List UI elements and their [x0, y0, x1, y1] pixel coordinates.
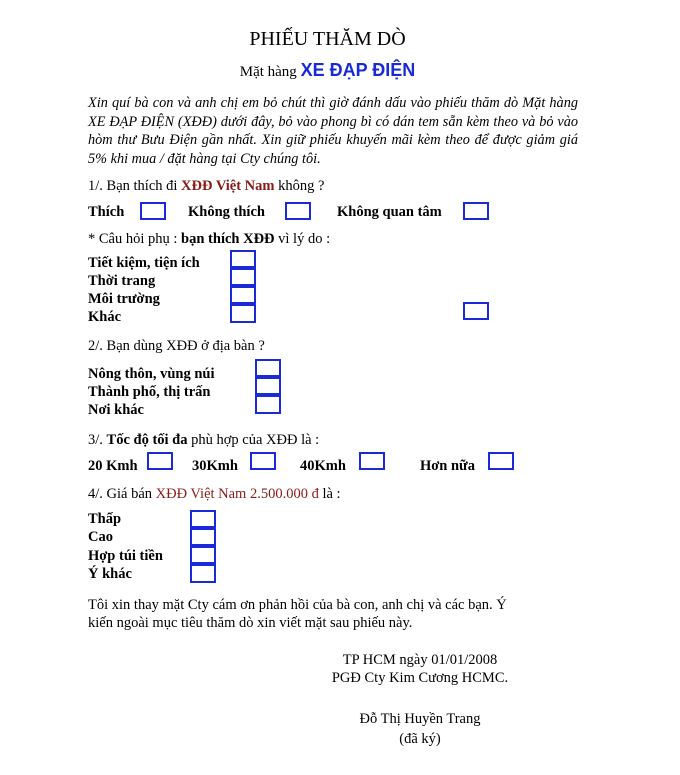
q1-option-label: Thích	[88, 204, 125, 220]
q2-checkbox-nong-thon[interactable]	[255, 359, 281, 377]
q4-highlight: XĐĐ Việt Nam 2.500.000 đ	[155, 486, 319, 502]
q3-checkbox-40[interactable]	[359, 452, 385, 470]
q2-checkbox-thanh-pho[interactable]	[255, 377, 281, 395]
q3-option-label: 30Kmh	[192, 458, 238, 474]
q3-checkbox-hon-nua[interactable]	[488, 452, 514, 470]
place-date: TP HCM ngày 01/01/2008	[342, 652, 498, 668]
q1-prefix: 1/. Bạn thích đi	[88, 178, 182, 194]
q3-checkbox-20[interactable]	[147, 452, 173, 470]
q4-option-label: Cao	[88, 529, 113, 545]
sub-option-label: Thời trang	[88, 273, 156, 289]
sub-bold: bạn thích XĐĐ	[181, 231, 275, 247]
q4-checkbox-cao[interactable]	[190, 528, 216, 546]
sub-checkbox-tiet-kiem[interactable]	[230, 250, 256, 268]
q3-option-label: 20 Kmh	[88, 458, 138, 474]
q3-checkbox-30[interactable]	[250, 452, 276, 470]
q3-option-label: 40Kmh	[300, 458, 346, 474]
q2-checkbox-noi-khac[interactable]	[255, 395, 281, 414]
q3-suffix: phù hợp của XĐĐ là :	[187, 432, 320, 448]
q4-option-label: Hợp túi tiền	[88, 548, 163, 564]
q4-option-label: Ý khác	[88, 566, 132, 582]
q4-checkbox-y-khac[interactable]	[190, 564, 216, 583]
page-title: PHIẾU THĂM DÒ	[249, 28, 406, 50]
subtitle-prefix: Mặt hàng	[239, 64, 297, 80]
q1-checkbox-khong-thich[interactable]	[285, 202, 311, 220]
q2-option-label: Thành phố, thị trấn	[88, 384, 211, 400]
sub-checkbox-thoi-trang[interactable]	[230, 268, 256, 286]
q4-option-label: Thấp	[88, 511, 122, 527]
sub-question	[88, 231, 330, 248]
q1-suffix: không ?	[274, 178, 325, 194]
signature-org: PGĐ Cty Kim Cương HCMC.	[331, 670, 509, 686]
q1-checkbox-khong-quan-tam[interactable]	[463, 202, 489, 220]
q1-option-label: Không quan tâm	[337, 204, 442, 220]
q3-option-label: Hơn nữa	[420, 458, 476, 474]
q2-option-label: Nơi khác	[88, 402, 144, 418]
q3-bold: Tốc độ tối đa	[106, 432, 188, 448]
question-2: 2/. Bạn dùng XĐĐ ở địa bàn ?	[88, 338, 265, 354]
q4-checkbox-hop-tui-tien[interactable]	[190, 546, 216, 564]
intro-paragraph: Xin quí bà con và anh chị em bỏ chút thì giờ đánh dấu vào phiếu thăm dò Mặt hàng XE ĐẠP ĐIỆN (XĐĐ) dưới đây, bỏ vào phong bì có dán tem sẵn kèm theo và bỏ vào hòm thư Bưu Điện gần nhất. Xin giữ phiếu khuyến mãi kèm theo để được giảm giá 5% khi mua / đặt hàng tại Cty chúng tôi.	[88, 95, 578, 167]
sub-option-label: Khác	[88, 309, 122, 325]
q1-option-label: Không thích	[188, 204, 265, 220]
sub-checkbox-khac[interactable]	[230, 304, 256, 323]
q1-highlight: XĐĐ Việt Nam	[181, 178, 275, 194]
signature-name: Đỗ Thị Huyền Trang	[359, 711, 481, 727]
sub-option-label: Môi trường	[88, 291, 160, 307]
question-3	[88, 432, 319, 449]
sub-option-label: Tiết kiệm, tiện ích	[88, 255, 200, 271]
sub-checkbox-moi-truong[interactable]	[230, 286, 256, 304]
closing-line-2: kiến ngoài mục tiêu thăm dò xin viết mặt sau phiếu này.	[88, 615, 413, 631]
q4-prefix: 4/. Giá bán	[88, 486, 156, 502]
sub-checkbox-extra[interactable]	[463, 302, 489, 320]
closing-line-1: Tôi xin thay mặt Cty cám ơn phản hồi của bà con, anh chị và các bạn. Ý	[88, 597, 507, 613]
question-1	[88, 178, 324, 195]
q4-suffix: là :	[318, 486, 341, 502]
sub-suffix: vì lý do :	[274, 231, 331, 247]
question-4	[88, 486, 341, 503]
sub-prefix: * Câu hỏi phụ :	[88, 231, 182, 247]
subtitle	[0, 60, 655, 81]
q4-checkbox-thap[interactable]	[190, 510, 216, 528]
q3-prefix: 3/.	[88, 432, 107, 448]
signature-note: (đã ký)	[399, 731, 441, 747]
q2-option-label: Nông thôn, vùng núi	[88, 366, 215, 382]
product-name: XE ĐẠP ĐIỆN	[300, 60, 416, 80]
q1-checkbox-thich[interactable]	[140, 202, 166, 220]
